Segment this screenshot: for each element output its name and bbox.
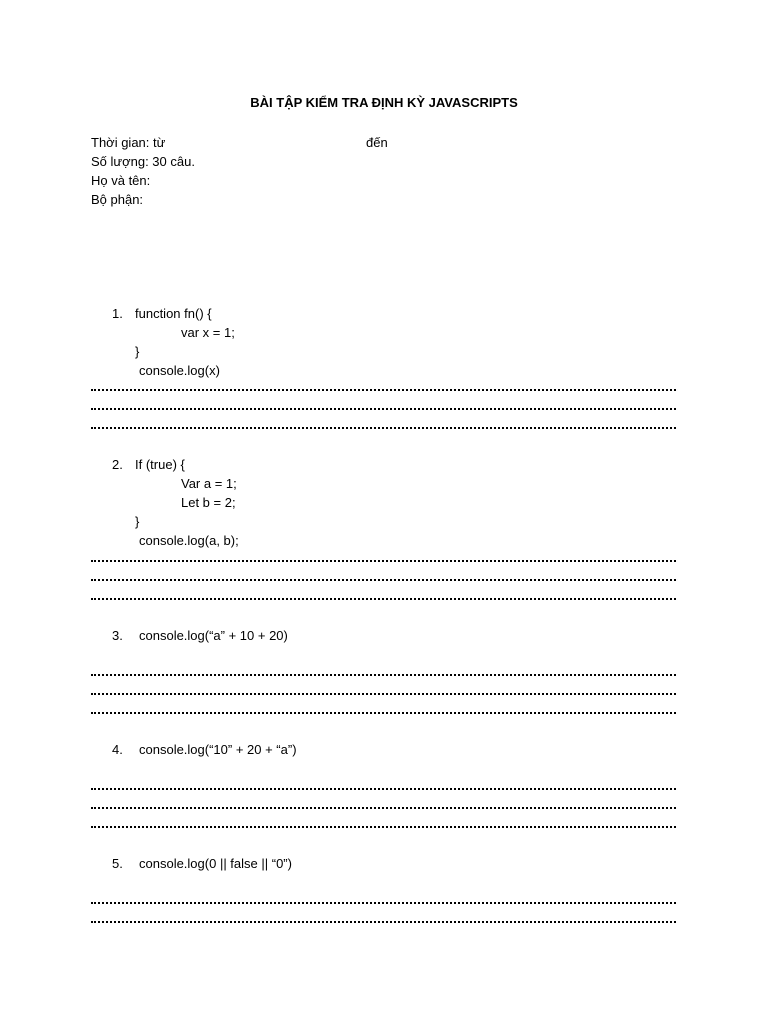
code-line: If (true) { xyxy=(135,457,185,472)
answer-line xyxy=(91,425,676,429)
answer-line xyxy=(91,824,676,828)
code-line: var x = 1; xyxy=(181,325,235,340)
answer-line xyxy=(91,406,676,410)
page-title: BÀI TẬP KIỂM TRA ĐỊNH KỲ JAVASCRIPTS xyxy=(250,95,518,110)
answer-line xyxy=(91,786,676,790)
answer-line xyxy=(91,387,676,391)
question-count-label: Số lượng: 30 câu. xyxy=(91,154,195,169)
code-line: Var a = 1; xyxy=(181,476,237,491)
answer-line xyxy=(91,672,676,676)
code-line: function fn() { xyxy=(135,306,212,321)
question-number: 2. xyxy=(112,457,123,472)
answer-line xyxy=(91,805,676,809)
name-label: Họ và tên: xyxy=(91,173,151,188)
time-to-label: đến xyxy=(366,135,388,150)
department-label: Bộ phận: xyxy=(91,192,144,207)
answer-line xyxy=(91,596,676,600)
code-line: console.log(0 || false || “0”) xyxy=(139,856,292,871)
code-line: console.log(“10” + 20 + “a”) xyxy=(139,742,297,757)
question-number: 5. xyxy=(112,856,123,871)
code-line: console.log(a, b); xyxy=(139,533,239,548)
code-line: console.log(x) xyxy=(139,363,220,378)
question-number: 1. xyxy=(112,306,123,321)
question-number: 4. xyxy=(112,742,123,757)
time-from-label: Thời gian: từ xyxy=(91,135,166,150)
answer-line xyxy=(91,900,676,904)
answer-line xyxy=(91,558,676,562)
answer-line xyxy=(91,577,676,581)
code-line: console.log(“a” + 10 + 20) xyxy=(139,628,288,643)
code-line: } xyxy=(135,344,140,359)
answer-line xyxy=(91,691,676,695)
answer-line xyxy=(91,919,676,923)
code-line: } xyxy=(135,514,140,529)
code-line: Let b = 2; xyxy=(181,495,236,510)
question-number: 3. xyxy=(112,628,123,643)
answer-line xyxy=(91,710,676,714)
